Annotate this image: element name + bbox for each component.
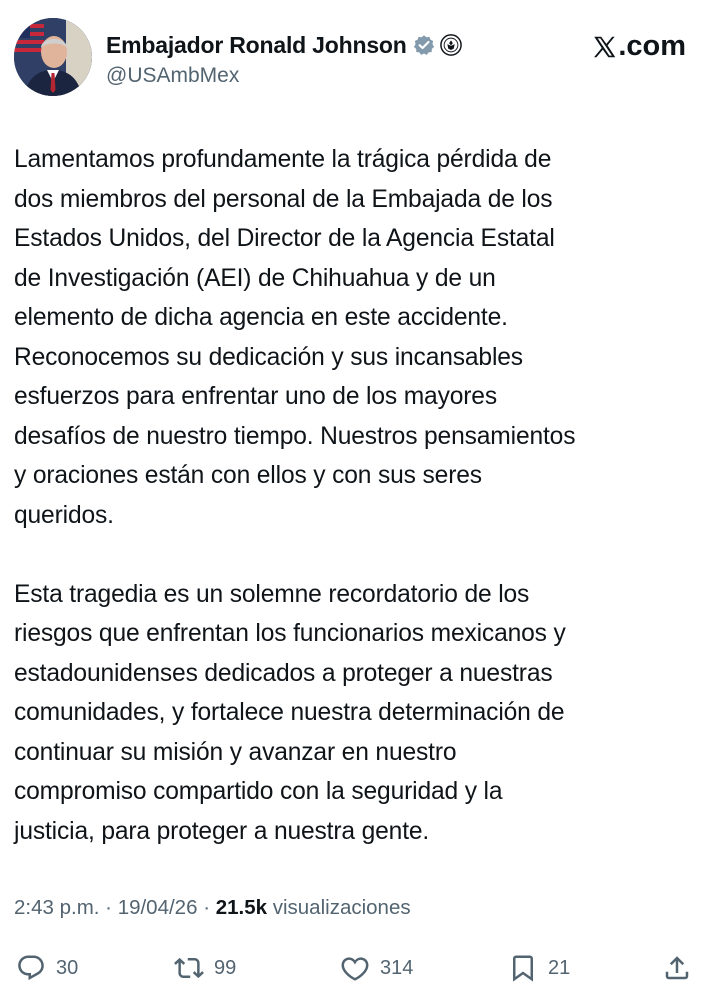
text-line: queridos. <box>14 501 114 529</box>
reply-button[interactable] <box>16 948 78 988</box>
tweet-text <box>14 140 698 851</box>
post-time[interactable]: 2:43 p.m. <box>14 896 100 919</box>
text-line: esfuerzos para enfrentar uno de los mayores <box>14 383 497 410</box>
source-mark <box>591 30 686 63</box>
name-row <box>106 30 462 60</box>
meta-separator: · <box>197 896 216 919</box>
text-line: estadounidenses dedicados a proteger a nuestras <box>14 659 553 687</box>
like-count: 314 <box>380 956 414 979</box>
embassy-seal-icon <box>440 34 462 56</box>
share-button[interactable] <box>662 948 692 988</box>
meta-separator: · <box>99 896 118 919</box>
author-info <box>106 30 462 88</box>
author-display-name[interactable]: Embajador Ronald Johnson <box>106 31 407 58</box>
bookmark-count: 21 <box>548 956 571 979</box>
bookmark-button[interactable] <box>508 948 570 988</box>
views-count[interactable]: 21.5k <box>215 896 268 919</box>
reply-icon <box>16 953 46 983</box>
text-line: continuar su misión y avanzar en nuestro <box>14 738 457 766</box>
text-line: desafíos de nuestro tiempo. Nuestros pensamientos <box>14 422 576 450</box>
reply-count: 30 <box>56 956 79 979</box>
text-line: comunidades, y fortalece nuestra determinación de <box>14 699 565 726</box>
repost-button[interactable] <box>174 948 236 988</box>
x-logo-icon <box>591 34 617 60</box>
tweet-header <box>14 18 694 98</box>
action-bar <box>14 948 698 988</box>
text-line: compromiso compartido con la seguridad y la <box>14 778 503 805</box>
bookmark-icon <box>508 953 538 983</box>
text-line: elemento de dicha agencia en este accidente. <box>14 304 508 331</box>
text-line: Lamentamos profundamente la trágica pérdida de <box>14 146 552 173</box>
like-button[interactable] <box>340 948 413 988</box>
text-line: de Investigación (AEI) de Chihuahua y de un <box>14 264 496 292</box>
repost-icon <box>174 953 204 983</box>
tweet-paragraph-1 <box>14 140 698 535</box>
text-line: Esta tragedia es un solemne recordatorio de los <box>14 580 530 608</box>
text-line: dos miembros del personal de la Embajada de los <box>14 185 553 213</box>
verified-badge-icon <box>413 34 435 56</box>
text-line: Reconocemos su dedicación y sus incansables <box>14 343 523 371</box>
text-line: y oraciones están con ellos y con sus seres <box>14 462 482 489</box>
avatar-portrait-icon <box>14 18 92 96</box>
post-date[interactable]: 19/04/26 <box>117 896 198 919</box>
text-line: justicia, para proteger a nuestra gente. <box>14 817 430 845</box>
repost-count: 99 <box>214 956 237 979</box>
avatar[interactable] <box>14 18 92 96</box>
text-line: Estados Unidos, del Director de la Agencia Estatal <box>14 225 555 252</box>
text-line: riesgos que enfrentan los funcionarios mexicanos y <box>14 620 566 647</box>
share-icon <box>662 953 692 983</box>
author-handle[interactable]: @USAmbMex <box>106 64 240 87</box>
tweet-meta <box>14 896 411 920</box>
source-label: .com <box>618 30 686 62</box>
views-label: visualizaciones <box>267 896 411 919</box>
tweet-paragraph-2 <box>14 575 698 852</box>
heart-icon <box>340 953 370 983</box>
